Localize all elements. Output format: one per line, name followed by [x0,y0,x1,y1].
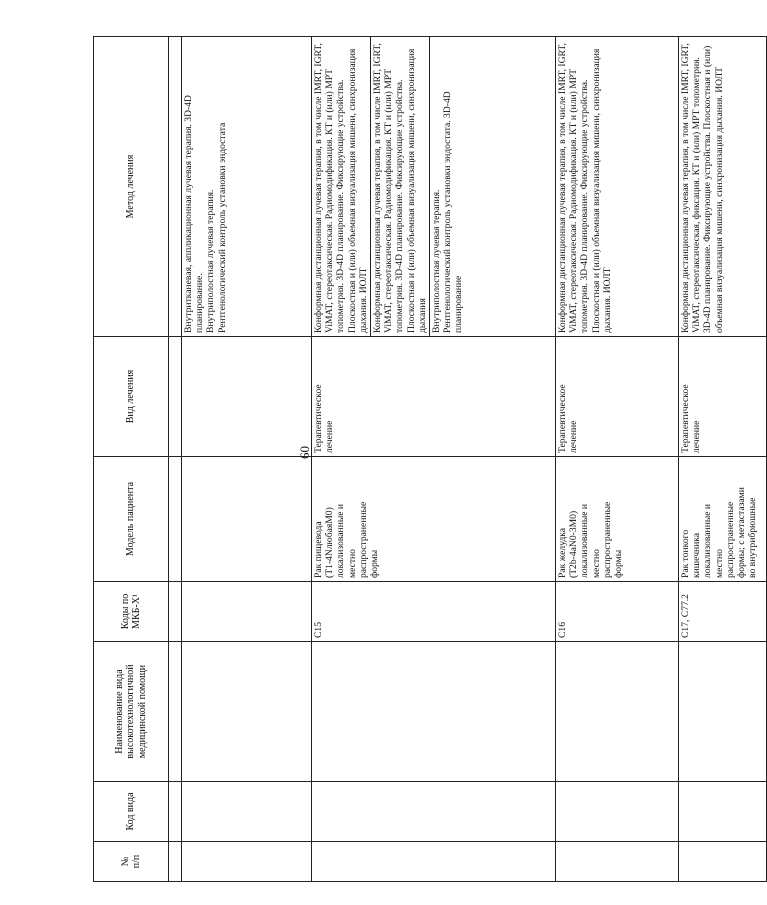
page-number: 60 [297,446,312,459]
cell-number [556,842,679,882]
method-text: Конформная дистанционная лучевая терапия, в том числе IMRT, IGRT, ViMAT, стереотаксическая. Радиомодификация. КТ и (или) МРТ топометрия. 3D-4D планирование. Фиксирующие устройства. Плоскостная и (или) объемная визуализация мишени, синхронизация дыхания [370,37,429,336]
blank-spacer-row [169,37,182,882]
method-text: Конформная дистанционная лучевая терапия, в том числе IMRT, IGRT, ViMAT, стереотаксическая. Радиомодификация. КТ и (или) МРТ топометрия. 3D-4D планирование. Фиксирующие устройства. Плоскостная и (или) объемная визуализация мишени, синхронизация дыхания. ИОЛТ [313,43,369,333]
cell-mkb [182,582,312,642]
cell-number [679,842,767,882]
cell-number [312,842,556,882]
rotated-table-sheet [93,37,759,882]
method-text: Внутриполостная лучевая терапия. Рентгенологический контроль установки эндостата. 3D-4D планирование [429,37,466,336]
cell-number [182,842,312,882]
header-patient-model: Модель пациента [94,457,169,582]
cell-code [312,782,556,842]
cell-kind: Терапевтическое лечение [556,337,679,457]
spacer-cell [169,457,182,582]
cell-care-name [182,642,312,782]
header-number: № п/п [94,842,169,882]
cell-method [182,37,312,337]
cell-model: Рак тонкого кишечника локализованные и местно распространенные формы; с метастазами во внутрибрюшные [679,457,767,582]
method-text: Внутритканевая, аппликационная лучевая терапия. 3D-4D планирование. Внутриполостная лучевая терапия. Рентгенологический контроль установки эндостата [183,95,228,333]
cell-mkb: C17, C77.2 [679,582,767,642]
cell-code [556,782,679,842]
table-row [312,37,556,882]
cell-mkb: C16 [556,582,679,642]
table-row [679,37,767,882]
spacer-cell [169,37,182,337]
cell-method [312,37,556,337]
table-row [182,37,312,882]
header-care-name: Наименование вида высокотехнологичной медицинской помощи [94,642,169,782]
cell-kind: Терапевтическое лечение [679,337,767,457]
cell-care-name [556,642,679,782]
cell-method [556,37,679,337]
cell-mkb: C15 [312,582,556,642]
header-mkb-codes: Коды по МКБ-Х¹ [94,582,169,642]
cell-code [679,782,767,842]
cell-care-name [679,642,767,782]
table-row [556,37,679,882]
cell-code [182,782,312,842]
cell-model: Рак желудка (T2b-4aN0-3M0) локализованные и местно распространенные формы [556,457,679,582]
treatment-methods-table [93,36,767,882]
cell-kind [182,337,312,457]
method-text: Конформная дистанционная лучевая терапия, в том числе IMRT, IGRT, ViMAT, стереотаксическая, фиксация. КТ и (или) МРТ топометрия. 3D-4D планирование. Фиксирующие устройства. Плоскостная и (или) объемная визуализация мишени, синхронизация дыхания. ИОЛТ [680,43,725,333]
header-treatment-method: Метод лечения [94,37,169,337]
cell-method [679,37,767,337]
cell-model: Рак пищевода (T1-4NлюбаяM0) локализованные и местно распространенные формы [312,457,556,582]
spacer-cell [169,782,182,842]
spacer-cell [169,337,182,457]
spacer-cell [169,642,182,782]
header-treatment-kind: Вид лечения [94,337,169,457]
method-text: Конформная дистанционная лучевая терапия, в том числе IMRT, IGRT, ViMAT, стереотаксическая. Радиомодификация. КТ и (или) МРТ топометрия. 3D-4D планирование. Фиксирующие устройства. Плоскостная и (или) объемная визуализация мишени, синхронизация дыхания. ИОЛТ [557,43,613,333]
cell-care-name [312,642,556,782]
header-code: Код вида [94,782,169,842]
spacer-cell [169,582,182,642]
cell-model [182,457,312,582]
spacer-cell [169,842,182,882]
header-row [94,37,169,882]
cell-kind: Терапевтическое лечение [312,337,556,457]
